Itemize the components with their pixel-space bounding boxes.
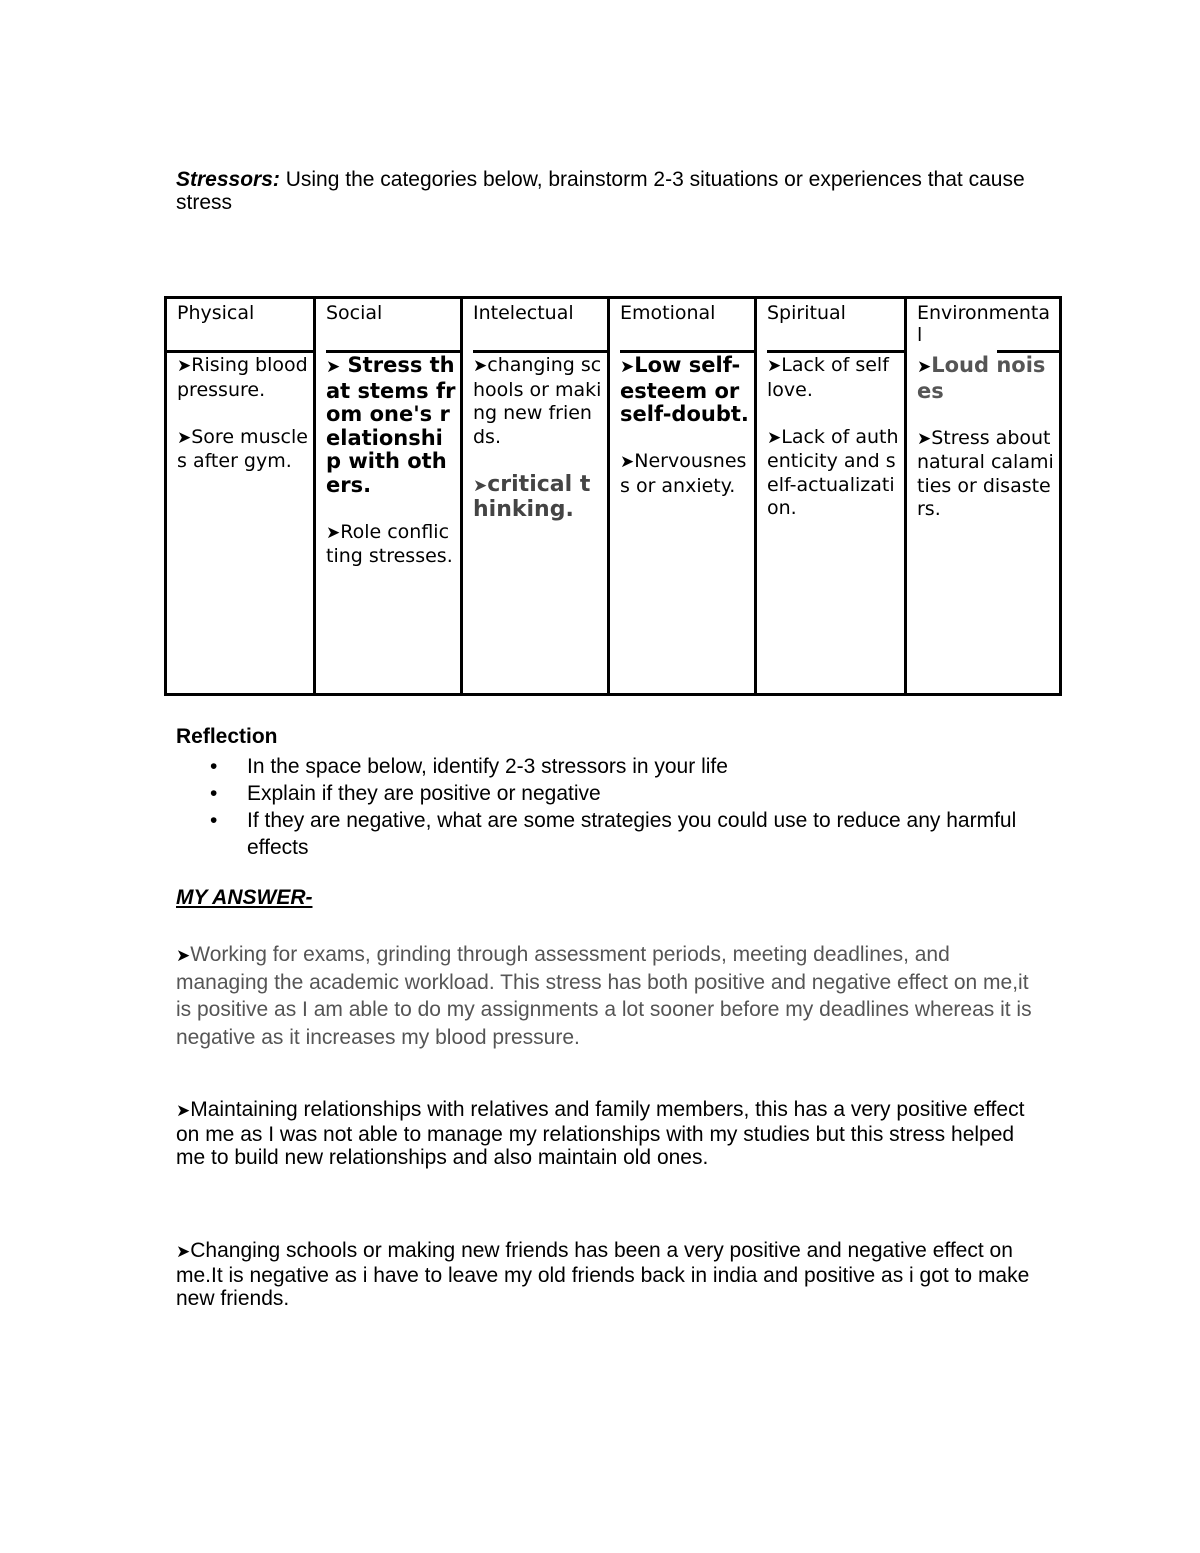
bullet-icon: •	[210, 755, 218, 778]
list-item: Low self-esteem or self-doubt.	[620, 353, 749, 426]
list-item: Lack of self love.	[767, 354, 889, 401]
reflection-list	[176, 753, 1036, 861]
answer-paragraph	[176, 1239, 1036, 1311]
arrow-icon: ➤	[917, 357, 932, 377]
column-header: Intelectual	[473, 302, 574, 324]
column-header: Emotional	[620, 302, 716, 324]
list-item: Loud noises	[917, 353, 1046, 403]
paragraph-text: Changing schools or making new friends has been a very positive and negative effect on me.It is negative as i have to leave my old friends back in india and positive as i got to make new friends.	[176, 1239, 1030, 1310]
bullet-text: Explain if they are positive or negative	[247, 782, 601, 805]
header-divider	[473, 350, 610, 353]
reflection-section	[176, 724, 1036, 861]
arrow-icon: ➤	[326, 522, 341, 543]
column-spiritual	[754, 299, 904, 693]
stressors-table	[164, 296, 1062, 696]
column-cell	[767, 354, 900, 544]
arrow-icon: ➤	[176, 1242, 191, 1261]
column-intellectual	[460, 299, 607, 693]
arrow-icon: ➤	[620, 357, 635, 377]
list-item: Role conflicting stresses.	[326, 520, 453, 567]
arrow-icon: ➤	[917, 428, 932, 449]
list-item: Stress that stems from one's relationship with others.	[326, 353, 456, 497]
header-divider	[767, 350, 907, 353]
column-cell	[326, 354, 456, 592]
list-item: Rising blood pressure.	[177, 354, 308, 401]
column-header: Physical	[177, 302, 255, 324]
column-social	[313, 299, 460, 693]
answer-heading: MY ANSWER-	[176, 886, 313, 909]
arrow-icon: ➤	[767, 427, 782, 448]
list-item: Nervousness or anxiety.	[620, 450, 747, 497]
bullet-text: If they are negative, what are some strategies you could use to reduce any harmful effects	[247, 809, 1017, 859]
arrow-icon: ➤	[176, 946, 191, 965]
arrow-icon: ➤	[620, 452, 635, 472]
arrow-icon: ➤	[767, 356, 782, 376]
bullet-icon: •	[210, 782, 218, 805]
answer-paragraph	[176, 1098, 1036, 1170]
intro-instructions: Using the categories below, brainstorm 2-3 situations or experiences that cause stress	[176, 168, 1025, 214]
arrow-icon: ➤	[473, 475, 488, 496]
column-environmental	[904, 299, 1059, 693]
column-header: Spiritual	[767, 302, 846, 324]
bullet-text: In the space below, identify 2-3 stressors in your life	[247, 755, 728, 778]
column-cell	[177, 354, 309, 497]
list-item: Lack of authenticity and self-actualization.	[767, 425, 899, 519]
list-item	[176, 780, 1036, 807]
paragraph-text: Maintaining relationships with relatives and family members, this has a very positive effect on me as I was not able to manage my relationships with my studies but this stress helped me to build new relationships and also maintain old ones.	[176, 1098, 1025, 1169]
paragraph-text: Working for exams, grinding through assessment periods, meeting deadlines, and managing the academic workload. This stress has both positive and negative effect on me,it is positive as I am able to do my assignments a lot sooner before my deadlines whereas it is negative as it increases my blood pressure.	[176, 943, 1032, 1049]
list-item	[176, 753, 1036, 780]
arrow-icon: ➤	[177, 427, 192, 448]
arrow-icon: ➤	[177, 356, 192, 376]
stressors-label: Stressors:	[176, 168, 280, 191]
list-item: Stress about natural calamities or disasters.	[917, 426, 1054, 520]
list-item: Sore muscles after gym.	[177, 425, 308, 472]
arrow-icon: ➤	[326, 357, 341, 377]
bullet-icon: •	[210, 809, 218, 832]
column-physical	[167, 299, 313, 693]
arrow-icon: ➤	[473, 356, 488, 376]
arrow-icon: ➤	[176, 1101, 191, 1120]
intro-text	[176, 168, 1036, 214]
column-cell	[917, 354, 1055, 545]
column-header: Social	[326, 302, 383, 324]
list-item: critical thinking.	[473, 471, 591, 522]
column-cell	[473, 354, 603, 545]
list-item	[176, 807, 1036, 861]
list-item: changing schools or making new friends.	[473, 354, 602, 448]
header-divider	[167, 350, 313, 353]
column-header: Environmental	[917, 302, 1050, 346]
answer-paragraph	[176, 941, 1036, 1051]
column-emotional	[607, 299, 754, 693]
column-cell	[620, 354, 750, 522]
reflection-heading: Reflection	[176, 725, 278, 748]
